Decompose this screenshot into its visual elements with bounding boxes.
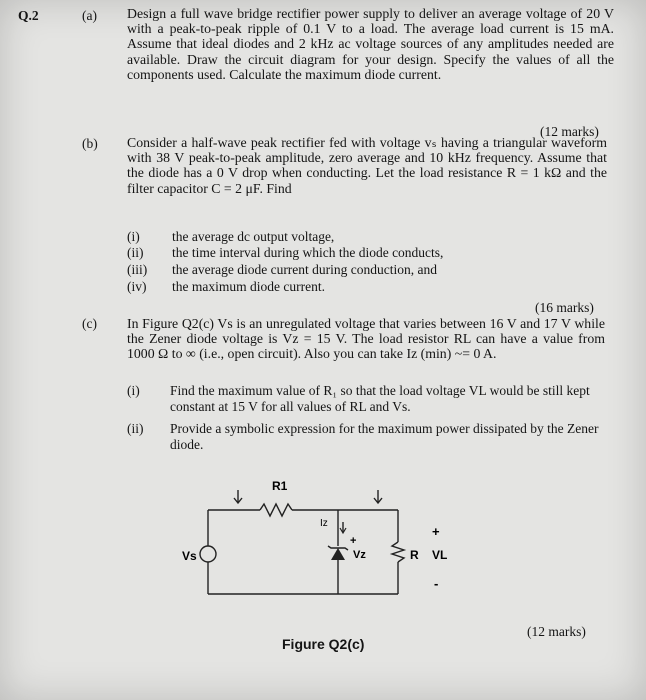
part-b-text: Consider a half-wave peak rectifier fed with voltage vₛ having a triangular waveform with 38 V peak-to-peak amplitude, zero average and 10 kHz frequency. Assume that the diode has a 0 V drop when conducting. Let the load resistance R = 1 kΩ and the filter capacitor C = 2 μF. Find (127, 135, 607, 196)
question-number: Q.2 (18, 8, 39, 23)
r1-label: R1 (272, 479, 288, 493)
part-b-item-1-num: (i) (127, 229, 140, 244)
vz-plus-label: + (350, 535, 357, 547)
zener-regulator-circuit (160, 470, 460, 620)
part-c-item-2-text: Provide a symbolic expression for the maximum power dissipated by the Zener diode. (170, 421, 599, 452)
part-b-item-3-text: the average diode current during conduction, and (172, 262, 438, 277)
part-b-item-1-text: the average dc output voltage, (172, 229, 335, 244)
part-b-item-4-text: the maximum diode current. (172, 279, 325, 294)
vs-source-icon (200, 546, 216, 562)
rl-label: R (410, 548, 419, 562)
figure-caption: Figure Q2(c) (282, 636, 365, 652)
part-c-text: In Figure Q2(c) Vs is an unregulated voltage that varies between 16 V and 17 V while the Zener diode voltage is Vz = 15 V. The load resistor RL can have a value from 1000 Ω to ∞ (i.e., open circuit). Also you can take Iz (min) ~= 0 A. (127, 316, 605, 362)
zener-diode-icon (331, 548, 345, 560)
vl-label: VL (432, 548, 448, 562)
part-b-item-2-num: (ii) (127, 245, 144, 260)
vl-minus-label: - (434, 576, 439, 591)
part-c-item-2-num: (ii) (127, 421, 144, 436)
vs-label: Vs (182, 549, 197, 563)
part-b-item-4-num: (iv) (127, 279, 147, 294)
part-c-marks: (12 marks) (527, 624, 586, 639)
vz-label: Vz (353, 549, 366, 561)
part-c-item-1-text: Find the maximum value of R₁ so that the load voltage VL would be still kept constant at 15 V for all values of RL and Vs. (170, 383, 590, 414)
part-c-label: (c) (82, 316, 97, 331)
part-a-label: (a) (82, 8, 97, 23)
part-b-marks: (16 marks) (535, 300, 594, 315)
part-b-item-3-num: (iii) (127, 262, 148, 277)
part-b-item-2-text: the time interval during which the diode conducts, (172, 245, 444, 260)
rl-resistor (392, 542, 404, 562)
part-c-item-1-num: (i) (127, 383, 140, 398)
part-a-text: Design a full wave bridge rectifier power supply to deliver an average voltage of 20 V with a peak-to-peak ripple of 0.1 V to a load. The average load current is 15 mA. Assume that ideal diodes and 2 kHz ac voltage sources of any amplitudes needed are available. Draw the circuit diagram for your design. Specify the values of all the components used. Calculate the maximum diode current. (127, 6, 614, 82)
part-b-label: (b) (82, 136, 98, 151)
part-a-marks: (12 marks) (540, 124, 599, 139)
vl-plus-label: + (432, 524, 440, 539)
iz-label: Iz (320, 518, 328, 529)
r1-resistor (260, 504, 292, 516)
